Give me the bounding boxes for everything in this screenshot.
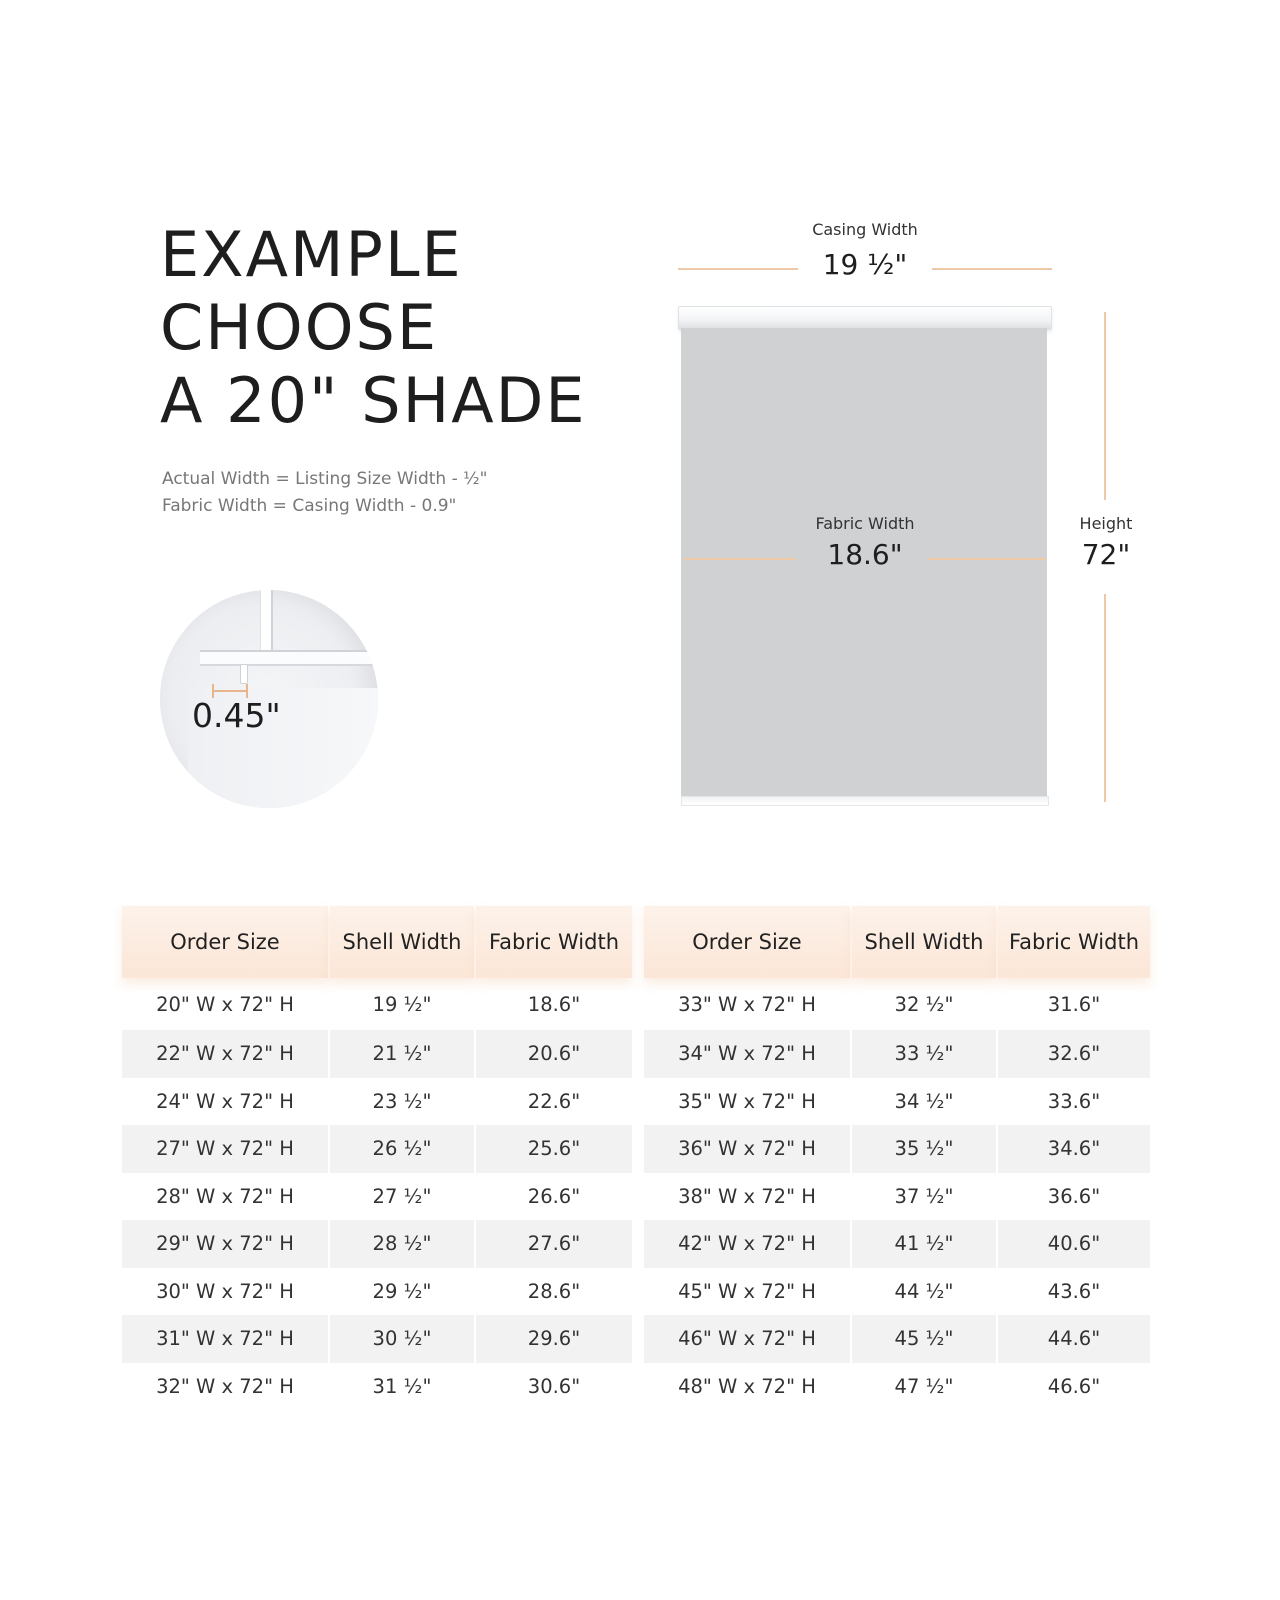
fabric-width-cell: 43.6" bbox=[1047, 1279, 1101, 1303]
shell-width-cell: 32 ½" bbox=[894, 992, 954, 1016]
shell-width-cell: 41 ½" bbox=[852, 1220, 996, 1268]
width-formulas bbox=[162, 466, 487, 520]
size-table-right bbox=[642, 906, 1152, 1410]
order-size-cell: 38" W x 72" H bbox=[678, 1184, 816, 1208]
fabric-width-cell: 33.6" bbox=[1047, 1089, 1101, 1113]
shell-width-cell: 21 ½" bbox=[330, 1030, 474, 1078]
gap-value: 0.45" bbox=[192, 696, 281, 735]
table-header-row bbox=[644, 906, 1150, 978]
casing-width-label: Casing Width bbox=[812, 220, 918, 239]
table-row bbox=[122, 1173, 632, 1221]
bracket-vertical-piece bbox=[260, 590, 273, 652]
fabric-width-cell: 18.6" bbox=[527, 992, 581, 1016]
fabric-width-cell: 32.6" bbox=[998, 1030, 1150, 1078]
fabric-width-cell: 31.6" bbox=[1047, 992, 1101, 1016]
table-row bbox=[644, 1315, 1150, 1363]
fabric-width-cell: 40.6" bbox=[998, 1220, 1150, 1268]
order-size-cell: 32" W x 72" H bbox=[156, 1374, 294, 1398]
table-row bbox=[122, 978, 632, 1030]
table-row bbox=[644, 1363, 1150, 1411]
fabric-width-cell: 29.6" bbox=[476, 1315, 632, 1363]
fabric-width-rule-left bbox=[684, 558, 796, 560]
order-size-cell: 34" W x 72" H bbox=[644, 1030, 850, 1078]
height-rule-top bbox=[1104, 312, 1106, 500]
height-label: Height bbox=[1079, 514, 1133, 533]
shell-width-cell: 44 ½" bbox=[894, 1279, 954, 1303]
header-fabric-width: Fabric Width bbox=[476, 906, 632, 978]
header-order-size: Order Size bbox=[644, 906, 850, 978]
fabric-width-cell: 26.6" bbox=[527, 1184, 581, 1208]
table-row bbox=[644, 978, 1150, 1030]
order-size-cell: 29" W x 72" H bbox=[122, 1220, 328, 1268]
shell-width-cell: 34 ½" bbox=[894, 1089, 954, 1113]
actual-width-formula: Actual Width = Listing Size Width - ½" bbox=[162, 469, 488, 489]
order-size-cell: 48" W x 72" H bbox=[678, 1374, 816, 1398]
fabric-width-cell: 25.6" bbox=[476, 1125, 632, 1173]
order-size-cell: 30" W x 72" H bbox=[156, 1279, 294, 1303]
shade-bottom-bar bbox=[681, 796, 1049, 806]
casing-width-rule-right bbox=[932, 268, 1052, 270]
shell-width-cell: 30 ½" bbox=[330, 1315, 474, 1363]
order-size-cell: 22" W x 72" H bbox=[122, 1030, 328, 1078]
title-line-2: CHOOSE bbox=[160, 291, 439, 364]
fabric-width-cell: 46.6" bbox=[1047, 1374, 1101, 1398]
fabric-width-cell: 34.6" bbox=[998, 1125, 1150, 1173]
table-row bbox=[122, 1125, 632, 1173]
order-size-cell: 28" W x 72" H bbox=[156, 1184, 294, 1208]
fabric-width-cell: 20.6" bbox=[476, 1030, 632, 1078]
shell-width-cell: 28 ½" bbox=[330, 1220, 474, 1268]
table-row bbox=[644, 1173, 1150, 1221]
fabric-width-value: 18.6" bbox=[827, 538, 903, 571]
casing-width-rule-left bbox=[678, 268, 798, 270]
page-title bbox=[160, 218, 587, 437]
order-size-cell: 27" W x 72" H bbox=[122, 1125, 328, 1173]
order-size-cell: 33" W x 72" H bbox=[678, 992, 816, 1016]
fabric-width-cell: 36.6" bbox=[1047, 1184, 1101, 1208]
order-size-cell: 42" W x 72" H bbox=[644, 1220, 850, 1268]
header-shell-width: Shell Width bbox=[330, 906, 474, 978]
fabric-width-cell: 44.6" bbox=[998, 1315, 1150, 1363]
header-shell-width: Shell Width bbox=[852, 906, 996, 978]
table-row bbox=[122, 1220, 632, 1268]
fabric-width-label: Fabric Width bbox=[815, 514, 915, 533]
fabric-width-cell: 27.6" bbox=[476, 1220, 632, 1268]
table-row bbox=[644, 1030, 1150, 1078]
shell-width-cell: 27 ½" bbox=[372, 1184, 432, 1208]
size-table-left bbox=[120, 906, 634, 1410]
order-size-cell: 45" W x 72" H bbox=[678, 1279, 816, 1303]
title-line-3: A 20" SHADE bbox=[160, 364, 587, 437]
table-row bbox=[122, 1268, 632, 1316]
fabric-width-cell: 30.6" bbox=[527, 1374, 581, 1398]
bracket-post bbox=[240, 664, 248, 684]
order-size-cell: 20" W x 72" H bbox=[156, 992, 294, 1016]
table-row bbox=[644, 1078, 1150, 1126]
header-fabric-width: Fabric Width bbox=[998, 906, 1150, 978]
casing-width-value: 19 ½" bbox=[822, 248, 908, 281]
table-row bbox=[644, 1220, 1150, 1268]
shell-width-cell: 31 ½" bbox=[372, 1374, 432, 1398]
shell-width-cell: 19 ½" bbox=[372, 992, 432, 1016]
shell-width-cell: 26 ½" bbox=[330, 1125, 474, 1173]
order-size-cell: 36" W x 72" H bbox=[644, 1125, 850, 1173]
fabric-width-rule-right bbox=[928, 558, 1046, 560]
fabric-width-formula: Fabric Width = Casing Width - 0.9" bbox=[162, 496, 457, 516]
order-size-cell: 46" W x 72" H bbox=[644, 1315, 850, 1363]
fabric-width-cell: 22.6" bbox=[527, 1089, 581, 1113]
shell-width-cell: 45 ½" bbox=[852, 1315, 996, 1363]
height-value: 72" bbox=[1081, 538, 1131, 571]
bracket-horizontal-rail bbox=[200, 650, 378, 666]
shell-width-cell: 29 ½" bbox=[372, 1279, 432, 1303]
table-header-row bbox=[122, 906, 632, 978]
height-rule-bottom bbox=[1104, 594, 1106, 802]
header-order-size: Order Size bbox=[122, 906, 328, 978]
shell-width-cell: 37 ½" bbox=[894, 1184, 954, 1208]
shell-width-cell: 33 ½" bbox=[852, 1030, 996, 1078]
shell-width-cell: 35 ½" bbox=[852, 1125, 996, 1173]
shade-cassette bbox=[678, 306, 1052, 330]
table-row bbox=[122, 1363, 632, 1411]
shell-width-cell: 23 ½" bbox=[372, 1089, 432, 1113]
table-row bbox=[122, 1078, 632, 1126]
table-row bbox=[122, 1030, 632, 1078]
shell-width-cell: 47 ½" bbox=[894, 1374, 954, 1398]
order-size-cell: 35" W x 72" H bbox=[678, 1089, 816, 1113]
title-line-1: EXAMPLE bbox=[160, 218, 463, 291]
table-row bbox=[122, 1315, 632, 1363]
table-row bbox=[644, 1125, 1150, 1173]
fabric-width-cell: 28.6" bbox=[527, 1279, 581, 1303]
table-row bbox=[644, 1268, 1150, 1316]
order-size-cell: 31" W x 72" H bbox=[122, 1315, 328, 1363]
order-size-cell: 24" W x 72" H bbox=[156, 1089, 294, 1113]
